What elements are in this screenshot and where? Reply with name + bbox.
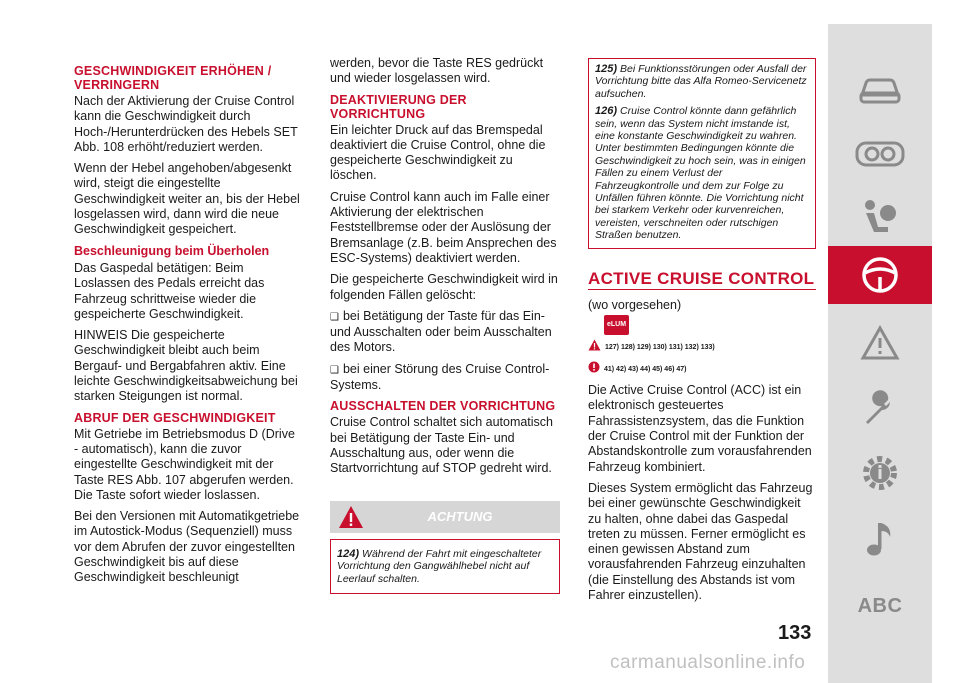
- sidebar-item-warnings[interactable]: [828, 314, 932, 372]
- paragraph: Dieses System ermöglicht das Fahrzeug bei einer gewünschte Geschwindigkeit zu halten, ohne dabei das Gaspedal treten zu müssen. Ferner ermöglicht es einen gewissen Abstand zum vorausfahrenden Fahrzeug einzuhalten (die Einstellung des Abstands ist vom Fahrer einzustellen).: [588, 480, 813, 603]
- paragraph: Die gespeicherte Geschwindigkeit wird in folgenden Fällen gelöscht:: [330, 272, 558, 302]
- watermark: carmanualsonline.info: [610, 652, 806, 673]
- paragraph: Mit Getriebe im Betriebsmodus D (Drive - automatisch), kann die zuvor eingestellte Geschwindigkeit mit der Taste RES Abb. 107 abgerufen werden. Die Taste sofort wieder loslassen.: [74, 426, 295, 502]
- paragraph: Nach der Aktivierung der Cruise Control kann die Geschwindigkeit durch Hoch-/Herunterdrücken des Hebels SET Abb. 108 erhöht/reduziert werden.: [74, 94, 298, 154]
- elum-badge: eLUM: [604, 315, 629, 334]
- dashboard-gauges-icon: [855, 140, 905, 168]
- paragraph: werden, bevor die Taste RES gedrückt und wieder losgelassen wird.: [330, 56, 544, 86]
- paragraph: Cruise Control schaltet sich automatisch bei Betätigung der Taste Ein- und Ausschaltung aus, oder wenn die Startvorrichtung auf STOP gedreht wird.: [330, 415, 554, 476]
- section-title: ACTIVE CRUISE CONTROL: [588, 271, 816, 290]
- heading-deactivation: DEAKTIVIERUNG DER VORRICHTUNG: [330, 92, 467, 121]
- note-item: 126) Cruise Control könnte dann gefährlich sein, wenn das System nicht imstande ist, eine konstante Geschwindigkeit zu wahren. Unter bestimmten Bedingungen könnte die Geschwindigkeit zu hoch sein, was in einigen Fällen zu einem Verlust der Fahrzeugkontrolle und dem zur Folge zu Unfällen führen könnte. Die Vorrichtung nicht bei starkem Verkehr oder kurvenreichen, vereisten, verschneiten oder rutschigen Straßen benutzen.: [595, 105, 806, 242]
- paragraph: Wenn der Hebel angehoben/abgesenkt wird, steigt die eingestellte Geschwindigkeit weiter an, bis der Hebel losgelassen wird, dann wird die neue Geschwindigkeit gespeichert.: [74, 161, 300, 237]
- column-1: [74, 60, 300, 592]
- heading-speed-adjust: GESCHWINDIGKEIT ERHÖHEN / VERRINGERN: [74, 64, 272, 92]
- subheading-overtaking: Beschleunigung beim Überholen: [74, 243, 270, 258]
- paragraph: Die Active Cruise Control (ACC) ist ein elektronisch gesteuertes Fahrassistenzsystem, das die Funktion der Cruise Control mit der Funktion der Abstandskontrolle zum vorausfahrenden Fahrzeug kombiniert.: [588, 383, 812, 474]
- paragraph-note: HINWEIS Die gespeicherte Geschwindigkeit bleibt auch beim Bergauf- und Bergabfahren aktiv. Eine leichte Geschwindigkeitsabweichung bei starken Steigungen ist normal.: [74, 328, 298, 404]
- column-3: [588, 58, 816, 609]
- warning-triangle-icon: [860, 325, 900, 361]
- settings-gear-icon: [860, 453, 900, 493]
- sidebar-item-index[interactable]: [828, 577, 932, 635]
- sidebar-item-dashboard[interactable]: [828, 125, 932, 183]
- paragraph: Cruise Control kann auch im Falle einer Aktivierung der elektrischen Feststellbremse oder der Auslösung der Bremsanlage (z.B. beim Ansprechen des ESC-Systems) deaktiviert werden.: [330, 189, 557, 265]
- sidebar-item-multimedia[interactable]: [828, 510, 932, 568]
- column-2: [330, 56, 560, 594]
- chapter-sidebar: [828, 24, 932, 683]
- airbag-seat-icon: [860, 197, 900, 237]
- warning-label: ACHTUNG: [427, 508, 493, 524]
- warning-text: 124) Während der Fahrt mit eingeschalteter Vorrichtung den Gangwählhebel nicht auf Leerlauf schalten.: [330, 539, 560, 595]
- note-refs: 41) 42) 43) 44) 45) 46) 47): [588, 361, 816, 379]
- elum-row: [588, 315, 816, 334]
- index-abc-label: ABC: [857, 594, 903, 617]
- paragraph: Bei den Versionen mit Automatikgetriebe im Autostick-Modus (Sequenziell) muss vor dem Abrufen der zuvor eingestellten Geschwindigkeit bis auf diese Geschwindigkeit beschleunigt: [74, 509, 300, 585]
- warning-header: [330, 501, 560, 533]
- paragraph: Ein leichter Druck auf das Bremspedal deaktiviert die Cruise Control, ohne die gespeicherte Geschwindigkeit zu löschen.: [330, 122, 546, 183]
- sidebar-item-technical-data[interactable]: [828, 444, 932, 502]
- sidebar-item-driving[interactable]: [828, 246, 932, 304]
- sidebar-item-maintenance[interactable]: [828, 379, 932, 437]
- car-icon: [858, 75, 902, 107]
- music-note-icon: [864, 519, 896, 559]
- paragraph: Das Gaspedal betätigen: Beim Loslassen des Pedals erreicht das Fahrzeug schrittweise wieder die gespeicherte Geschwindigkeit.: [74, 260, 265, 321]
- warning-box: [330, 501, 560, 595]
- wrench-icon: [860, 388, 900, 428]
- warning-refs: 127) 128) 129) 130) 131) 132) 133): [588, 339, 816, 357]
- note-item: 125) Bei Funktionsstörungen oder Ausfall der Vorrichtung bitte das Alfa Romeo-Servicenetz aufsuchen.: [595, 63, 807, 100]
- sidebar-item-vehicle[interactable]: [828, 62, 932, 120]
- note-circle-icon: [588, 361, 600, 379]
- bullet-item: ❑ bei Betätigung der Taste für das Ein- und Ausschalten oder beim Ausschalten des Motors.: [330, 309, 560, 356]
- optional-note: (wo vorgesehen): [588, 297, 682, 312]
- heading-switch-off: AUSSCHALTEN DER VORRICHTUNG: [330, 399, 556, 414]
- bullet-item: ❑ bei einer Störung des Cruise Control-Systems.: [330, 362, 560, 394]
- notes-box: [588, 58, 816, 249]
- warning-triangle-icon: [588, 339, 601, 357]
- sidebar-item-safety[interactable]: [828, 188, 932, 246]
- heading-speed-recall: ABRUF DER GESCHWINDIGKEIT: [74, 410, 276, 425]
- steering-wheel-icon: [860, 255, 900, 295]
- page-number: 133: [778, 622, 812, 644]
